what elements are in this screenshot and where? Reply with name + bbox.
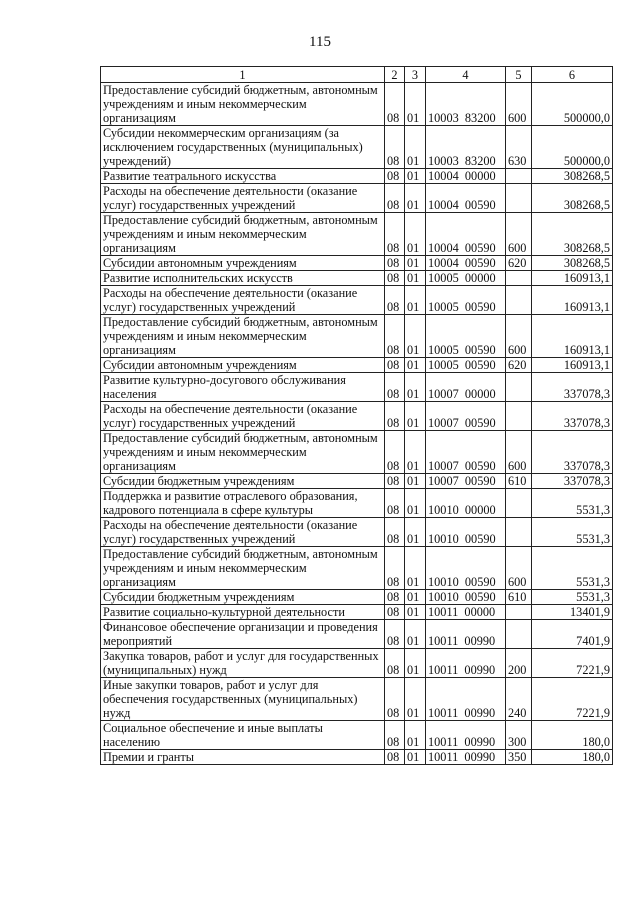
expense-type-code (506, 184, 532, 213)
row-description: Предоставление субсидий бюджетным, автономным учреждениям и иным некоммерческим организациям (101, 83, 385, 126)
table-row (101, 721, 613, 750)
row-description: Расходы на обеспечение деятельности (оказание услуг) государственных учреждений (101, 518, 385, 547)
row-description: Субсидии бюджетным учреждениям (101, 474, 385, 489)
expense-type-code: 630 (506, 126, 532, 169)
row-description: Предоставление субсидий бюджетным, автономным учреждениям и иным некоммерческим организациям (101, 213, 385, 256)
table-row (101, 315, 613, 358)
amount: 7221,9 (532, 678, 613, 721)
table-row (101, 402, 613, 431)
amount: 337078,3 (532, 431, 613, 474)
amount: 160913,1 (532, 358, 613, 373)
amount: 308268,5 (532, 213, 613, 256)
section-code: 08 (385, 590, 405, 605)
row-description: Развитие социально-культурной деятельности (101, 605, 385, 620)
expense-type-code (506, 620, 532, 649)
expense-type-code: 600 (506, 431, 532, 474)
section-code: 08 (385, 547, 405, 590)
expense-type-code: 300 (506, 721, 532, 750)
section-code: 08 (385, 213, 405, 256)
expense-type-code (506, 169, 532, 184)
amount: 308268,5 (532, 256, 613, 271)
subsection-code: 01 (405, 518, 426, 547)
target-article-code: 10003 83200 (426, 83, 506, 126)
subsection-code: 01 (405, 271, 426, 286)
table-header-row (101, 67, 613, 83)
amount: 5531,3 (532, 489, 613, 518)
amount: 180,0 (532, 750, 613, 765)
subsection-code: 01 (405, 678, 426, 721)
target-article-code: 10010 00590 (426, 590, 506, 605)
row-description: Закупка товаров, работ и услуг для государственных (муниципальных) нужд (101, 649, 385, 678)
row-description: Субсидии некоммерческим организациям (за исключением государственных (муниципальных) учреждений) (101, 126, 385, 169)
target-article-code: 10005 00590 (426, 315, 506, 358)
amount: 5531,3 (532, 590, 613, 605)
table-row (101, 256, 613, 271)
target-article-code: 10004 00590 (426, 184, 506, 213)
target-article-code: 10004 00000 (426, 169, 506, 184)
section-code: 08 (385, 373, 405, 402)
expense-type-code (506, 402, 532, 431)
expense-type-code: 600 (506, 83, 532, 126)
row-description: Субсидии бюджетным учреждениям (101, 590, 385, 605)
table-row (101, 474, 613, 489)
subsection-code: 01 (405, 649, 426, 678)
column-header: 6 (532, 67, 613, 83)
amount: 160913,1 (532, 315, 613, 358)
target-article-code: 10004 00590 (426, 213, 506, 256)
row-description: Предоставление субсидий бюджетным, автономным учреждениям и иным некоммерческим организациям (101, 315, 385, 358)
section-code: 08 (385, 126, 405, 169)
page-number: 115 (309, 34, 331, 50)
subsection-code: 01 (405, 750, 426, 765)
expense-type-code: 600 (506, 213, 532, 256)
subsection-code: 01 (405, 83, 426, 126)
budget-table (100, 66, 613, 765)
row-description: Предоставление субсидий бюджетным, автономным учреждениям и иным некоммерческим организациям (101, 547, 385, 590)
table-row (101, 213, 613, 256)
target-article-code: 10007 00590 (426, 431, 506, 474)
row-description: Развитие исполнительских искусств (101, 271, 385, 286)
target-article-code: 10005 00590 (426, 286, 506, 315)
expense-type-code (506, 373, 532, 402)
subsection-code: 01 (405, 315, 426, 358)
expense-type-code (506, 605, 532, 620)
amount: 308268,5 (532, 184, 613, 213)
amount: 5531,3 (532, 547, 613, 590)
table-row (101, 649, 613, 678)
section-code: 08 (385, 474, 405, 489)
target-article-code: 10011 00990 (426, 721, 506, 750)
expense-type-code (506, 518, 532, 547)
subsection-code: 01 (405, 547, 426, 590)
subsection-code: 01 (405, 184, 426, 213)
section-code: 08 (385, 358, 405, 373)
amount: 500000,0 (532, 126, 613, 169)
table-row (101, 358, 613, 373)
table-row (101, 286, 613, 315)
amount: 500000,0 (532, 83, 613, 126)
expense-type-code: 620 (506, 358, 532, 373)
column-header: 5 (506, 67, 532, 83)
column-header: 2 (385, 67, 405, 83)
table-row (101, 547, 613, 590)
target-article-code: 10003 83200 (426, 126, 506, 169)
row-description: Расходы на обеспечение деятельности (оказание услуг) государственных учреждений (101, 286, 385, 315)
amount: 5531,3 (532, 518, 613, 547)
expense-type-code: 200 (506, 649, 532, 678)
amount: 7401,9 (532, 620, 613, 649)
table-row (101, 590, 613, 605)
table-row (101, 489, 613, 518)
subsection-code: 01 (405, 169, 426, 184)
amount: 13401,9 (532, 605, 613, 620)
amount: 160913,1 (532, 271, 613, 286)
target-article-code: 10005 00590 (426, 358, 506, 373)
section-code: 08 (385, 184, 405, 213)
target-article-code: 10007 00000 (426, 373, 506, 402)
section-code: 08 (385, 518, 405, 547)
amount: 337078,3 (532, 402, 613, 431)
target-article-code: 10011 00000 (426, 605, 506, 620)
subsection-code: 01 (405, 474, 426, 489)
row-description: Расходы на обеспечение деятельности (оказание услуг) государственных учреждений (101, 184, 385, 213)
target-article-code: 10010 00590 (426, 547, 506, 590)
section-code: 08 (385, 489, 405, 518)
amount: 7221,9 (532, 649, 613, 678)
row-description: Премии и гранты (101, 750, 385, 765)
table-row (101, 605, 613, 620)
expense-type-code: 610 (506, 590, 532, 605)
subsection-code: 01 (405, 605, 426, 620)
column-header: 1 (101, 67, 385, 83)
subsection-code: 01 (405, 590, 426, 605)
section-code: 08 (385, 750, 405, 765)
section-code: 08 (385, 605, 405, 620)
table-row (101, 373, 613, 402)
expense-type-code (506, 489, 532, 518)
subsection-code: 01 (405, 373, 426, 402)
expense-type-code: 600 (506, 547, 532, 590)
subsection-code: 01 (405, 213, 426, 256)
table-row (101, 271, 613, 286)
expense-type-code (506, 271, 532, 286)
target-article-code: 10010 00590 (426, 518, 506, 547)
row-description: Социальное обеспечение и иные выплаты населению (101, 721, 385, 750)
section-code: 08 (385, 256, 405, 271)
target-article-code: 10011 00990 (426, 649, 506, 678)
expense-type-code: 620 (506, 256, 532, 271)
expense-type-code: 600 (506, 315, 532, 358)
row-description: Иные закупки товаров, работ и услуг для обеспечения государственных (муниципальных) нужд (101, 678, 385, 721)
amount: 308268,5 (532, 169, 613, 184)
amount: 160913,1 (532, 286, 613, 315)
target-article-code: 10011 00990 (426, 620, 506, 649)
section-code: 08 (385, 286, 405, 315)
section-code: 08 (385, 431, 405, 474)
row-description: Развитие театрального искусства (101, 169, 385, 184)
expense-type-code (506, 286, 532, 315)
section-code: 08 (385, 721, 405, 750)
section-code: 08 (385, 620, 405, 649)
column-header: 4 (426, 67, 506, 83)
expense-type-code: 350 (506, 750, 532, 765)
section-code: 08 (385, 678, 405, 721)
table-row (101, 126, 613, 169)
row-description: Поддержка и развитие отраслевого образования, кадрового потенциала в сфере культуры (101, 489, 385, 518)
table-row (101, 184, 613, 213)
target-article-code: 10007 00590 (426, 402, 506, 431)
expense-type-code: 240 (506, 678, 532, 721)
table-row (101, 620, 613, 649)
column-header: 3 (405, 67, 426, 83)
subsection-code: 01 (405, 126, 426, 169)
subsection-code: 01 (405, 358, 426, 373)
section-code: 08 (385, 402, 405, 431)
row-description: Субсидии автономным учреждениям (101, 256, 385, 271)
section-code: 08 (385, 271, 405, 286)
target-article-code: 10005 00000 (426, 271, 506, 286)
subsection-code: 01 (405, 256, 426, 271)
subsection-code: 01 (405, 402, 426, 431)
subsection-code: 01 (405, 286, 426, 315)
subsection-code: 01 (405, 489, 426, 518)
row-description: Предоставление субсидий бюджетным, автономным учреждениям и иным некоммерческим организациям (101, 431, 385, 474)
subsection-code: 01 (405, 620, 426, 649)
target-article-code: 10004 00590 (426, 256, 506, 271)
section-code: 08 (385, 169, 405, 184)
target-article-code: 10011 00990 (426, 678, 506, 721)
row-description: Финансовое обеспечение организации и проведения мероприятий (101, 620, 385, 649)
amount: 337078,3 (532, 373, 613, 402)
subsection-code: 01 (405, 431, 426, 474)
table-row (101, 83, 613, 126)
amount: 337078,3 (532, 474, 613, 489)
subsection-code: 01 (405, 721, 426, 750)
table-row (101, 678, 613, 721)
row-description: Расходы на обеспечение деятельности (оказание услуг) государственных учреждений (101, 402, 385, 431)
row-description: Субсидии автономным учреждениям (101, 358, 385, 373)
table-row (101, 169, 613, 184)
row-description: Развитие культурно-досугового обслуживания населения (101, 373, 385, 402)
table-row (101, 750, 613, 765)
target-article-code: 10010 00000 (426, 489, 506, 518)
table-row (101, 431, 613, 474)
section-code: 08 (385, 315, 405, 358)
section-code: 08 (385, 649, 405, 678)
target-article-code: 10011 00990 (426, 750, 506, 765)
table-row (101, 518, 613, 547)
expense-type-code: 610 (506, 474, 532, 489)
target-article-code: 10007 00590 (426, 474, 506, 489)
amount: 180,0 (532, 721, 613, 750)
section-code: 08 (385, 83, 405, 126)
